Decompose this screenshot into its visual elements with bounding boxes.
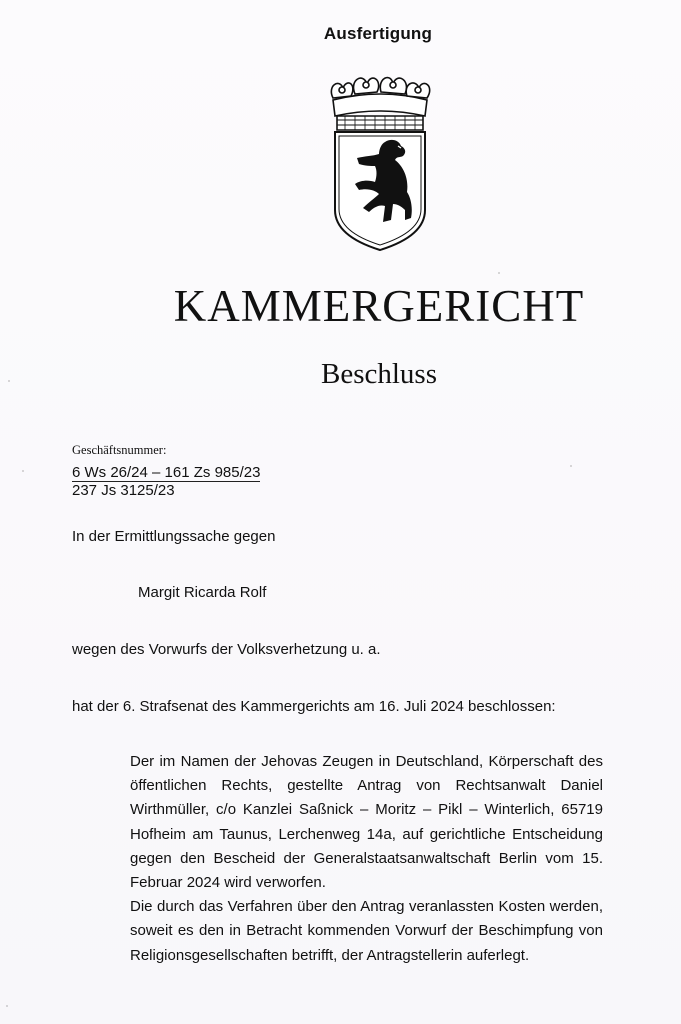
scan-speck: [498, 272, 500, 274]
document-type: Beschluss: [321, 358, 437, 390]
decision-text: [130, 750, 603, 968]
scan-speck: [6, 1005, 8, 1007]
proceeding-intro: In der Ermittlungssache gegen: [72, 528, 276, 545]
scan-speck: [8, 380, 10, 382]
scan-speck: [570, 465, 572, 467]
case-reference-block: [72, 443, 260, 499]
case-number-secondary: 237 Js 3125/23: [72, 482, 175, 499]
decision-intro: hat der 6. Strafsenat des Kammergerichts am 16. Juli 2024 beschlossen:: [72, 698, 556, 715]
scan-speck: [22, 470, 24, 472]
defendant-name: Margit Ricarda Rolf: [138, 584, 267, 601]
decision-paragraph: Der im Namen der Jehovas Zeugen in Deutschland, Körperschaft des öffentlichen Rechts, gestellte Antrag von Rechtsanwalt Daniel Wirthmüller, c/o Kanzlei Saßnick – Moritz – Pikl – Winterlich, 65719 Hofheim am Taunus, Lerchenweg 14a, auf gerichtliche Entscheidung gegen den Bescheid der Generalstaatsanwaltschaft Berlin vom 15. Februar 2024 wird verworfen.: [130, 753, 603, 892]
case-number-primary: 6 Ws 26/24 – 161 Zs 985/23: [72, 464, 261, 481]
decision-paragraph: Die durch das Verfahren über den Antrag veranlassten Kosten werden, soweit es den in Betracht kommenden Vorwurf der Beschimpfung von Religionsgesellschaften betrifft, der Antragstellerin auferlegt.: [130, 898, 603, 964]
header-label: Ausfertigung: [323, 24, 433, 43]
court-name: KAMMERGERICHT: [173, 281, 585, 331]
charge-text: wegen des Vorwurfs der Volksverhetzung u. a.: [72, 641, 381, 658]
berlin-coat-of-arms-icon: [325, 70, 435, 252]
case-number-label: Geschäftsnummer:: [72, 443, 167, 457]
